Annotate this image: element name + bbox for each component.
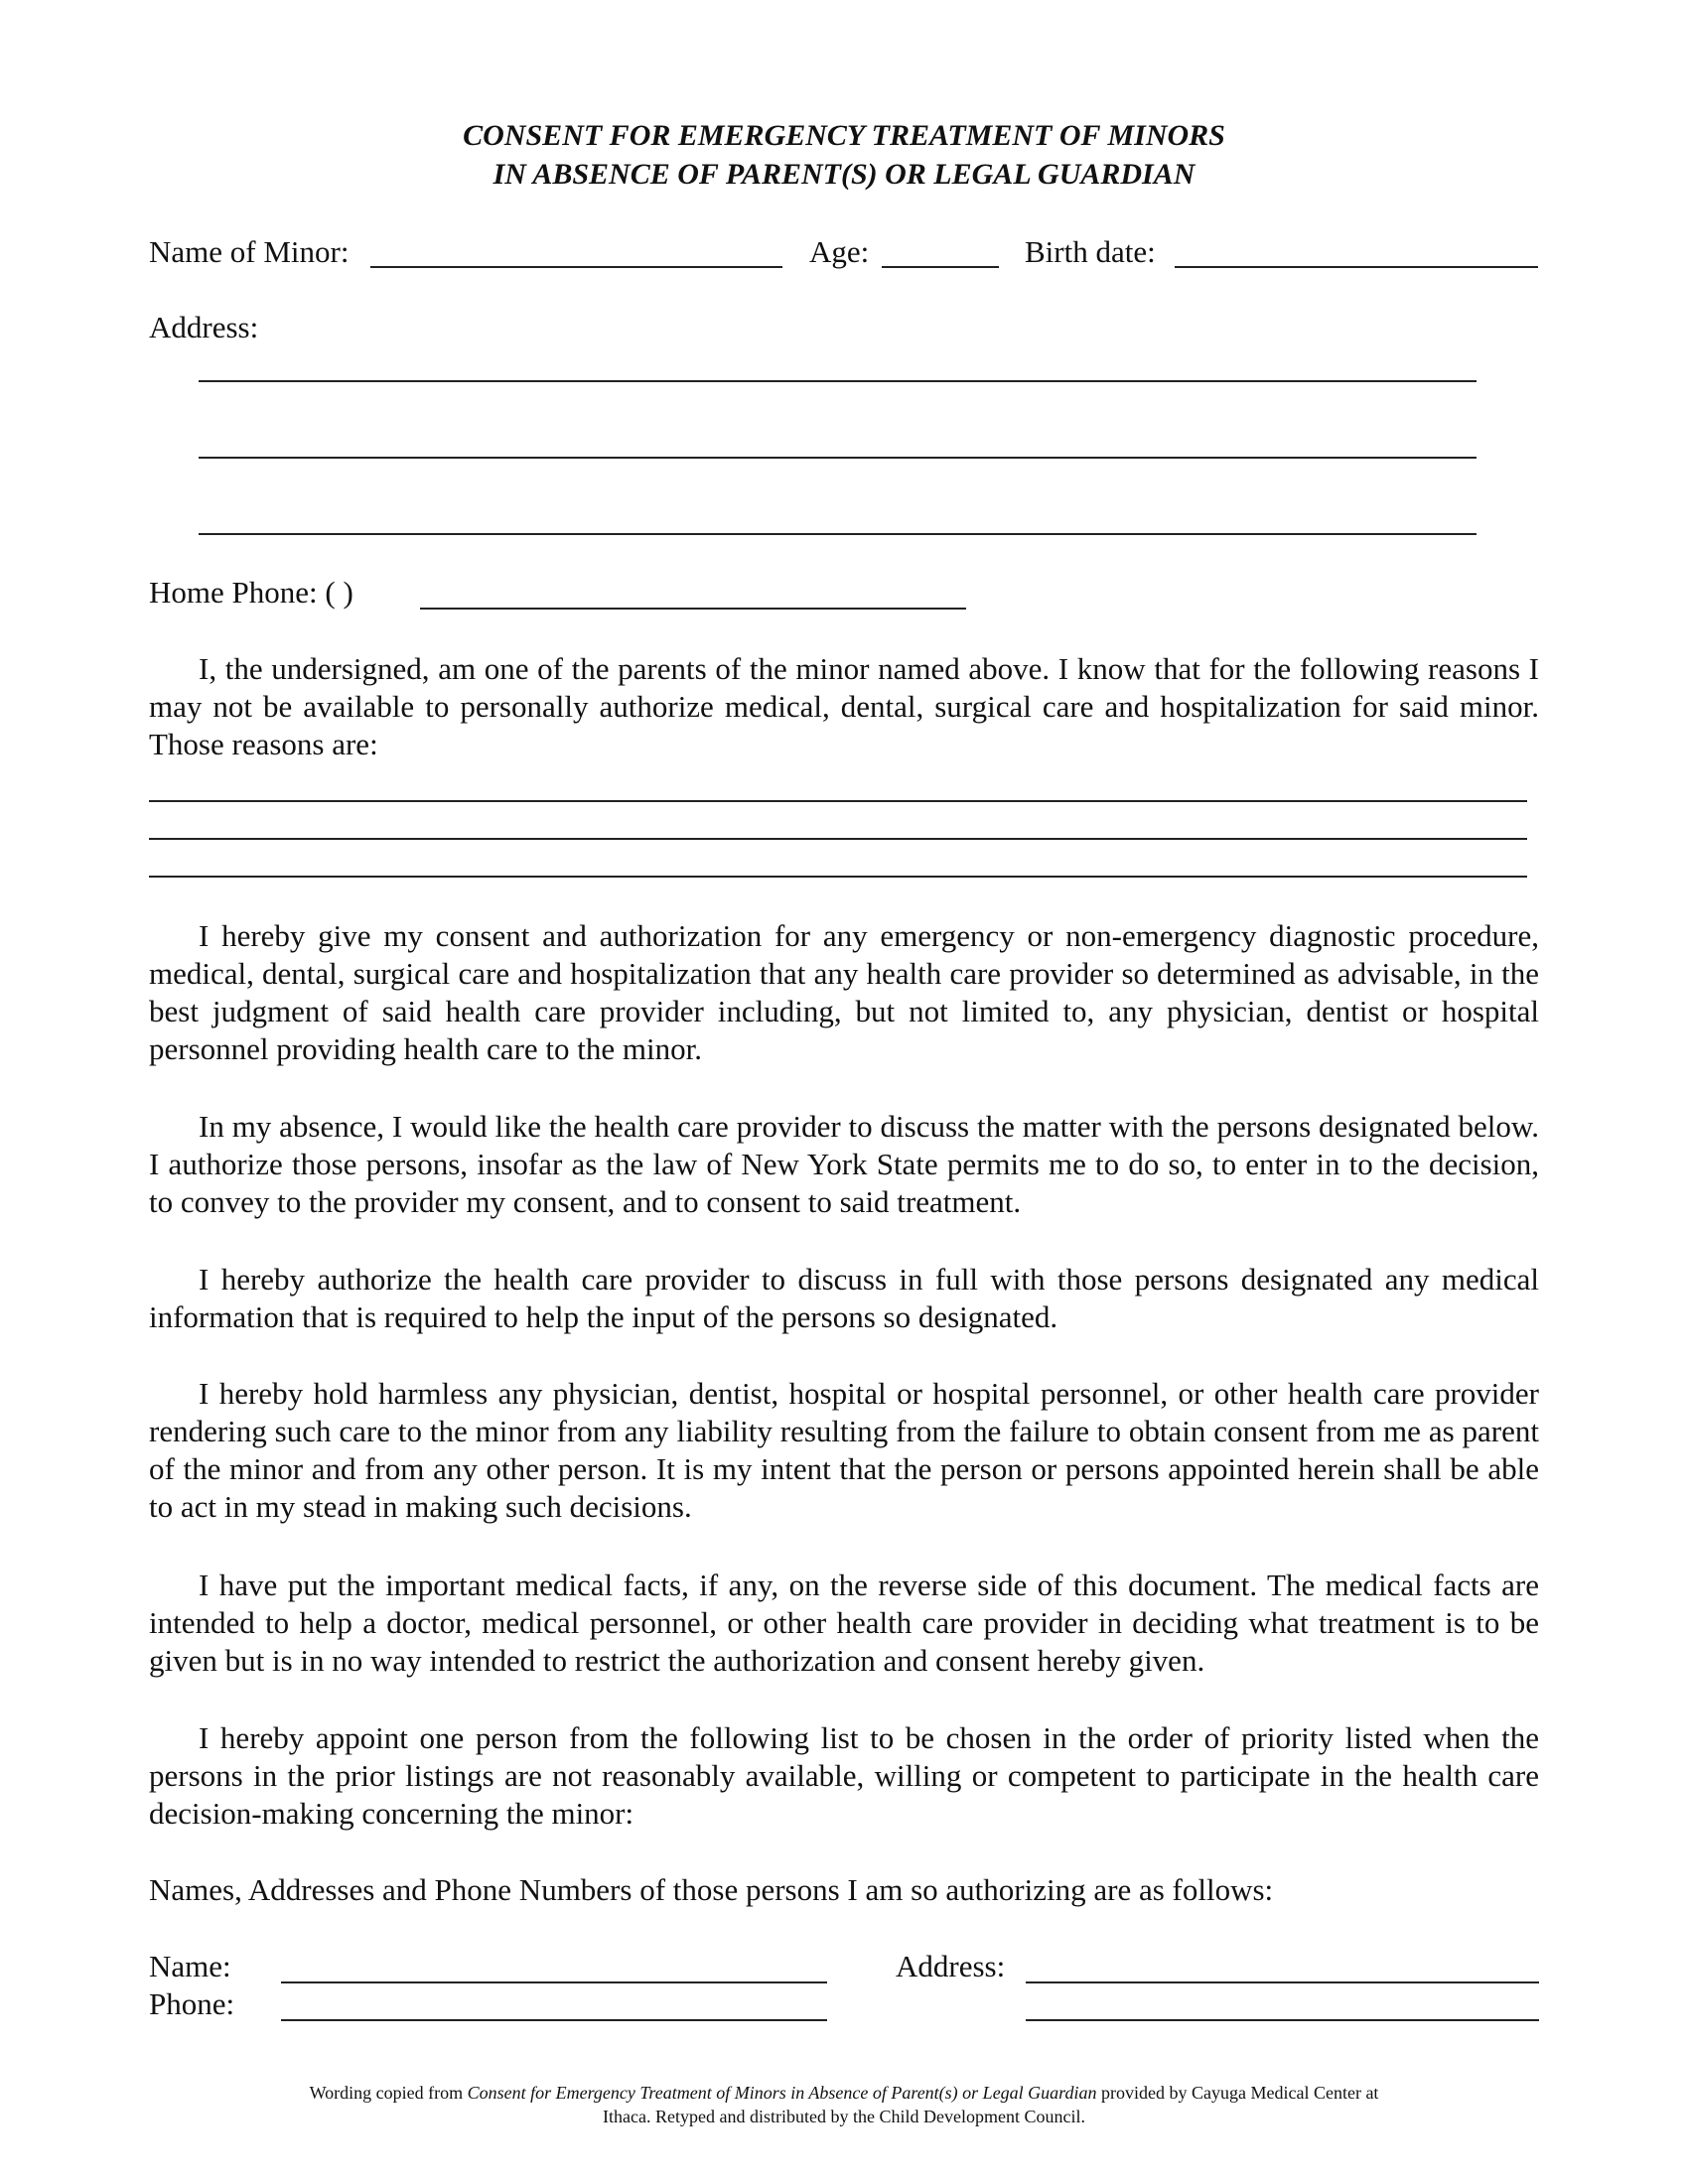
reasons-line-2-field[interactable] bbox=[149, 838, 1527, 840]
address-label: Address: bbox=[149, 310, 259, 344]
designee-phone-label: Phone: bbox=[149, 1986, 235, 2021]
designee-phone-field[interactable] bbox=[281, 2019, 827, 2021]
designee-name-field[interactable] bbox=[281, 1981, 827, 1983]
name-of-minor-label: Name of Minor: bbox=[149, 234, 350, 269]
age-label: Age: bbox=[809, 234, 870, 269]
designee-address-line-2-field[interactable] bbox=[1026, 2019, 1539, 2021]
designee-address-label: Address: bbox=[896, 1949, 1006, 1983]
footer-prefix: Wording copied from bbox=[309, 2083, 468, 2103]
paragraph-consent-authorization: I hereby give my consent and authorization for any emergency or non-emergency diagnostic procedure, medical, dental, surgical care and hospitalization that any health care provider so determined as advisable, in the best judgment of said health care provider including, but not limited to, any physician, dentist or hospital personnel providing health care to the minor. bbox=[149, 918, 1539, 1066]
birth-date-label: Birth date: bbox=[1025, 234, 1156, 269]
paragraph-medical-information: I hereby authorize the health care provider to discuss in full with those persons designated any medical information that is required to help the input of the persons so designated. bbox=[149, 1262, 1539, 1334]
paragraph-parent-unavailable: I, the undersigned, am one of the parents of the minor named above. I know that for the following reasons I may not be available to personally authorize medical, dental, surgical care and hospitalization for said minor. Those reasons are: bbox=[149, 651, 1539, 761]
paragraph-appoint-person: I hereby appoint one person from the following list to be chosen in the order of priority listed when the persons in the prior listings are not reasonably available, willing or competent to participate in the health care decision-making concerning the minor: bbox=[149, 1720, 1539, 1831]
birth-date-field[interactable] bbox=[1175, 266, 1538, 268]
footer-source-title: Consent for Emergency Treatment of Minors in Absence of Parent(s) or Legal Guardian bbox=[467, 2083, 1097, 2103]
reasons-line-3-field[interactable] bbox=[149, 876, 1527, 878]
names-intro-text: Names, Addresses and Phone Numbers of those persons I am so authorizing are as follows: bbox=[149, 1872, 1274, 1907]
address-line-2-field[interactable] bbox=[199, 457, 1477, 459]
reasons-line-1-field[interactable] bbox=[149, 800, 1527, 802]
home-phone-field[interactable] bbox=[420, 608, 966, 610]
paragraph-hold-harmless: I hereby hold harmless any physician, dentist, hospital or hospital personnel, or other health care provider rendering such care to the minor from any liability resulting from the failure to obtain consent from me as parent of the minor and from any other person. It is my intent that the person or persons appointed herein shall be able to act in my stead in making such decisions. bbox=[149, 1376, 1539, 1524]
address-line-3-field[interactable] bbox=[199, 533, 1477, 535]
name-of-minor-field[interactable] bbox=[370, 266, 782, 268]
footer-line-2: Ithaca. Retyped and distributed by the Child Development Council. bbox=[603, 2107, 1085, 2126]
paragraph-designated-persons: In my absence, I would like the health care provider to discuss the matter with the persons designated below. I authorize those persons, insofar as the law of New York State permits me to do so, to enter in to the decision, to convey to the provider my consent, and to consent to said treatment. bbox=[149, 1109, 1539, 1219]
paragraph-medical-facts: I have put the important medical facts, if any, on the reverse side of this document. The medical facts are intended to help a doctor, medical personnel, or other health care provider in deciding what treatment is to be given but is in no way intended to restrict the authorization and consent hereby given. bbox=[149, 1568, 1539, 1678]
age-field[interactable] bbox=[882, 266, 999, 268]
designee-address-line-1-field[interactable] bbox=[1026, 1981, 1539, 1983]
form-title-line-1: CONSENT FOR EMERGENCY TREATMENT OF MINORS bbox=[463, 119, 1225, 152]
footer-suffix: provided by Cayuga Medical Center at bbox=[1096, 2083, 1379, 2103]
footer-attribution bbox=[149, 2081, 1539, 2128]
designee-name-label: Name: bbox=[149, 1949, 231, 1983]
address-line-1-field[interactable] bbox=[199, 380, 1477, 382]
form-title-line-2: IN ABSENCE OF PARENT(S) OR LEGAL GUARDIAN bbox=[492, 158, 1196, 191]
home-phone-label: Home Phone: ( ) bbox=[149, 575, 353, 610]
